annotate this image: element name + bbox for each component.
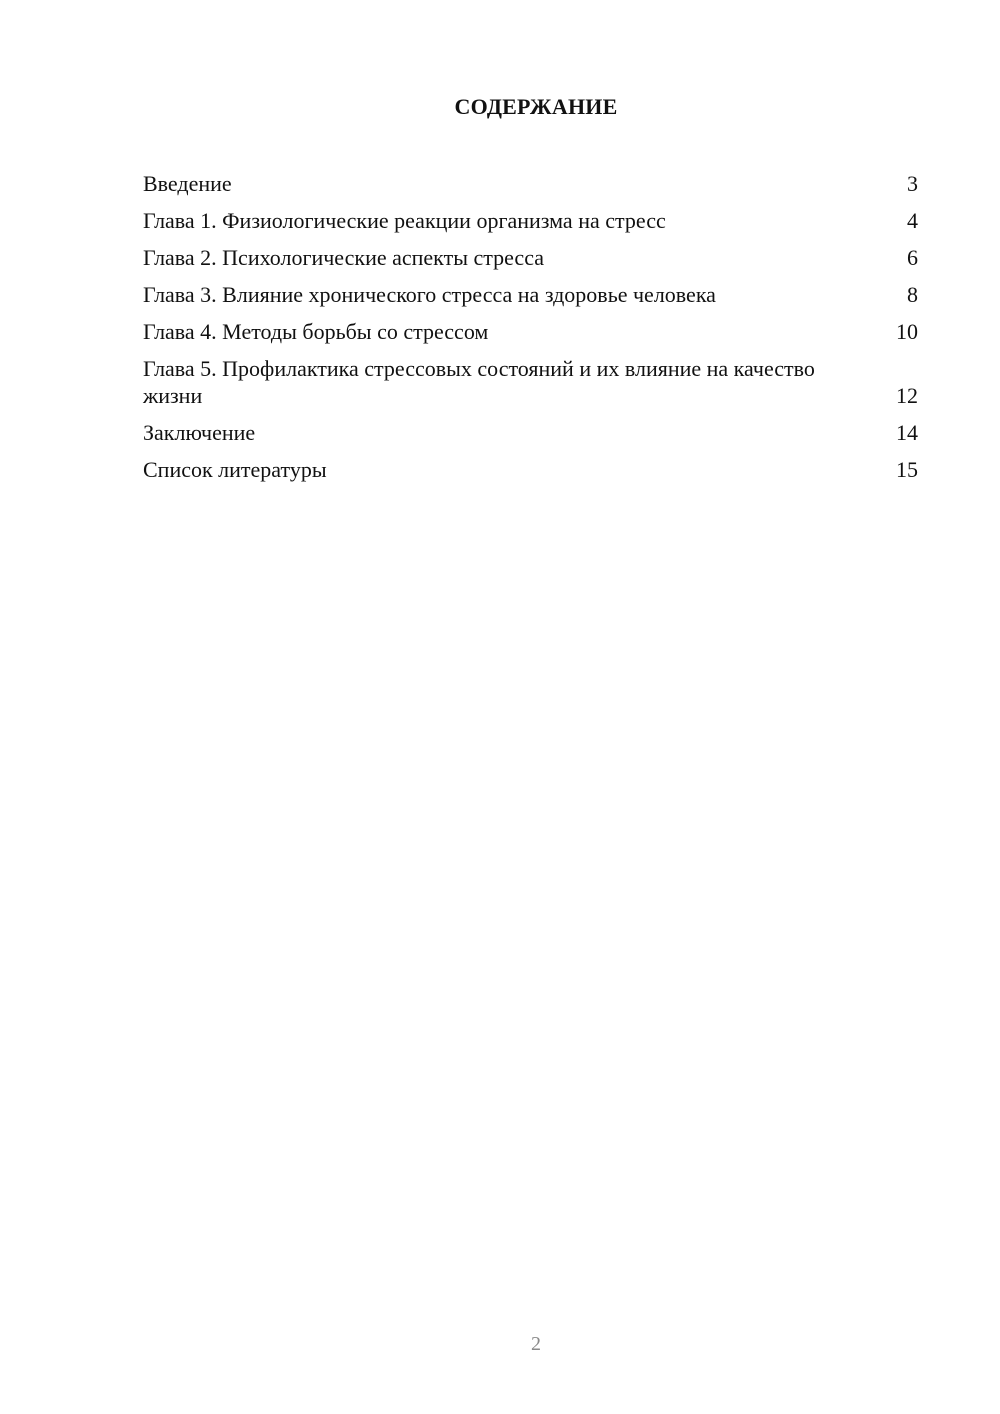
toc-entry-chapter-3[interactable]	[143, 281, 918, 308]
toc-entry-page: 8	[907, 282, 918, 307]
toc-entry-page: 12	[896, 383, 918, 408]
page-number: 2	[531, 1333, 541, 1355]
toc-entry-page: 3	[907, 171, 918, 196]
toc-entry-page: 6	[907, 245, 918, 270]
table-of-contents	[143, 170, 918, 493]
toc-entry-label: Глава 1. Физиологические реакции организма на стресс	[143, 208, 666, 233]
toc-entry-references[interactable]	[143, 456, 918, 483]
page-title: СОДЕРЖАНИЕ	[454, 94, 618, 119]
toc-entry-label: Глава 4. Методы борьбы со стрессом	[143, 319, 489, 344]
toc-entry-page: 10	[896, 319, 918, 344]
toc-entry-page: 14	[896, 420, 918, 445]
toc-entry-label: Глава 2. Психологические аспекты стресса	[143, 245, 544, 270]
toc-entry-page: 4	[907, 208, 918, 233]
toc-entry-chapter-4[interactable]	[143, 318, 918, 345]
toc-entry-label: Заключение	[143, 420, 256, 445]
toc-entry-introduction[interactable]	[143, 170, 918, 197]
toc-entry-chapter-5[interactable]	[143, 355, 918, 409]
toc-entry-chapter-1[interactable]	[143, 207, 918, 234]
toc-entry-label: Список литературы	[143, 457, 327, 482]
toc-entry-label: Введение	[143, 171, 232, 196]
toc-entry-page: 15	[896, 457, 918, 482]
toc-entry-conclusion[interactable]	[143, 419, 918, 446]
toc-entry-label: Глава 3. Влияние хронического стресса на здоровье человека	[143, 282, 716, 307]
toc-entry-label: Глава 5. Профилактика стрессовых состояний и их влияние на качество жизни	[143, 356, 815, 408]
toc-entry-chapter-2[interactable]	[143, 244, 918, 271]
